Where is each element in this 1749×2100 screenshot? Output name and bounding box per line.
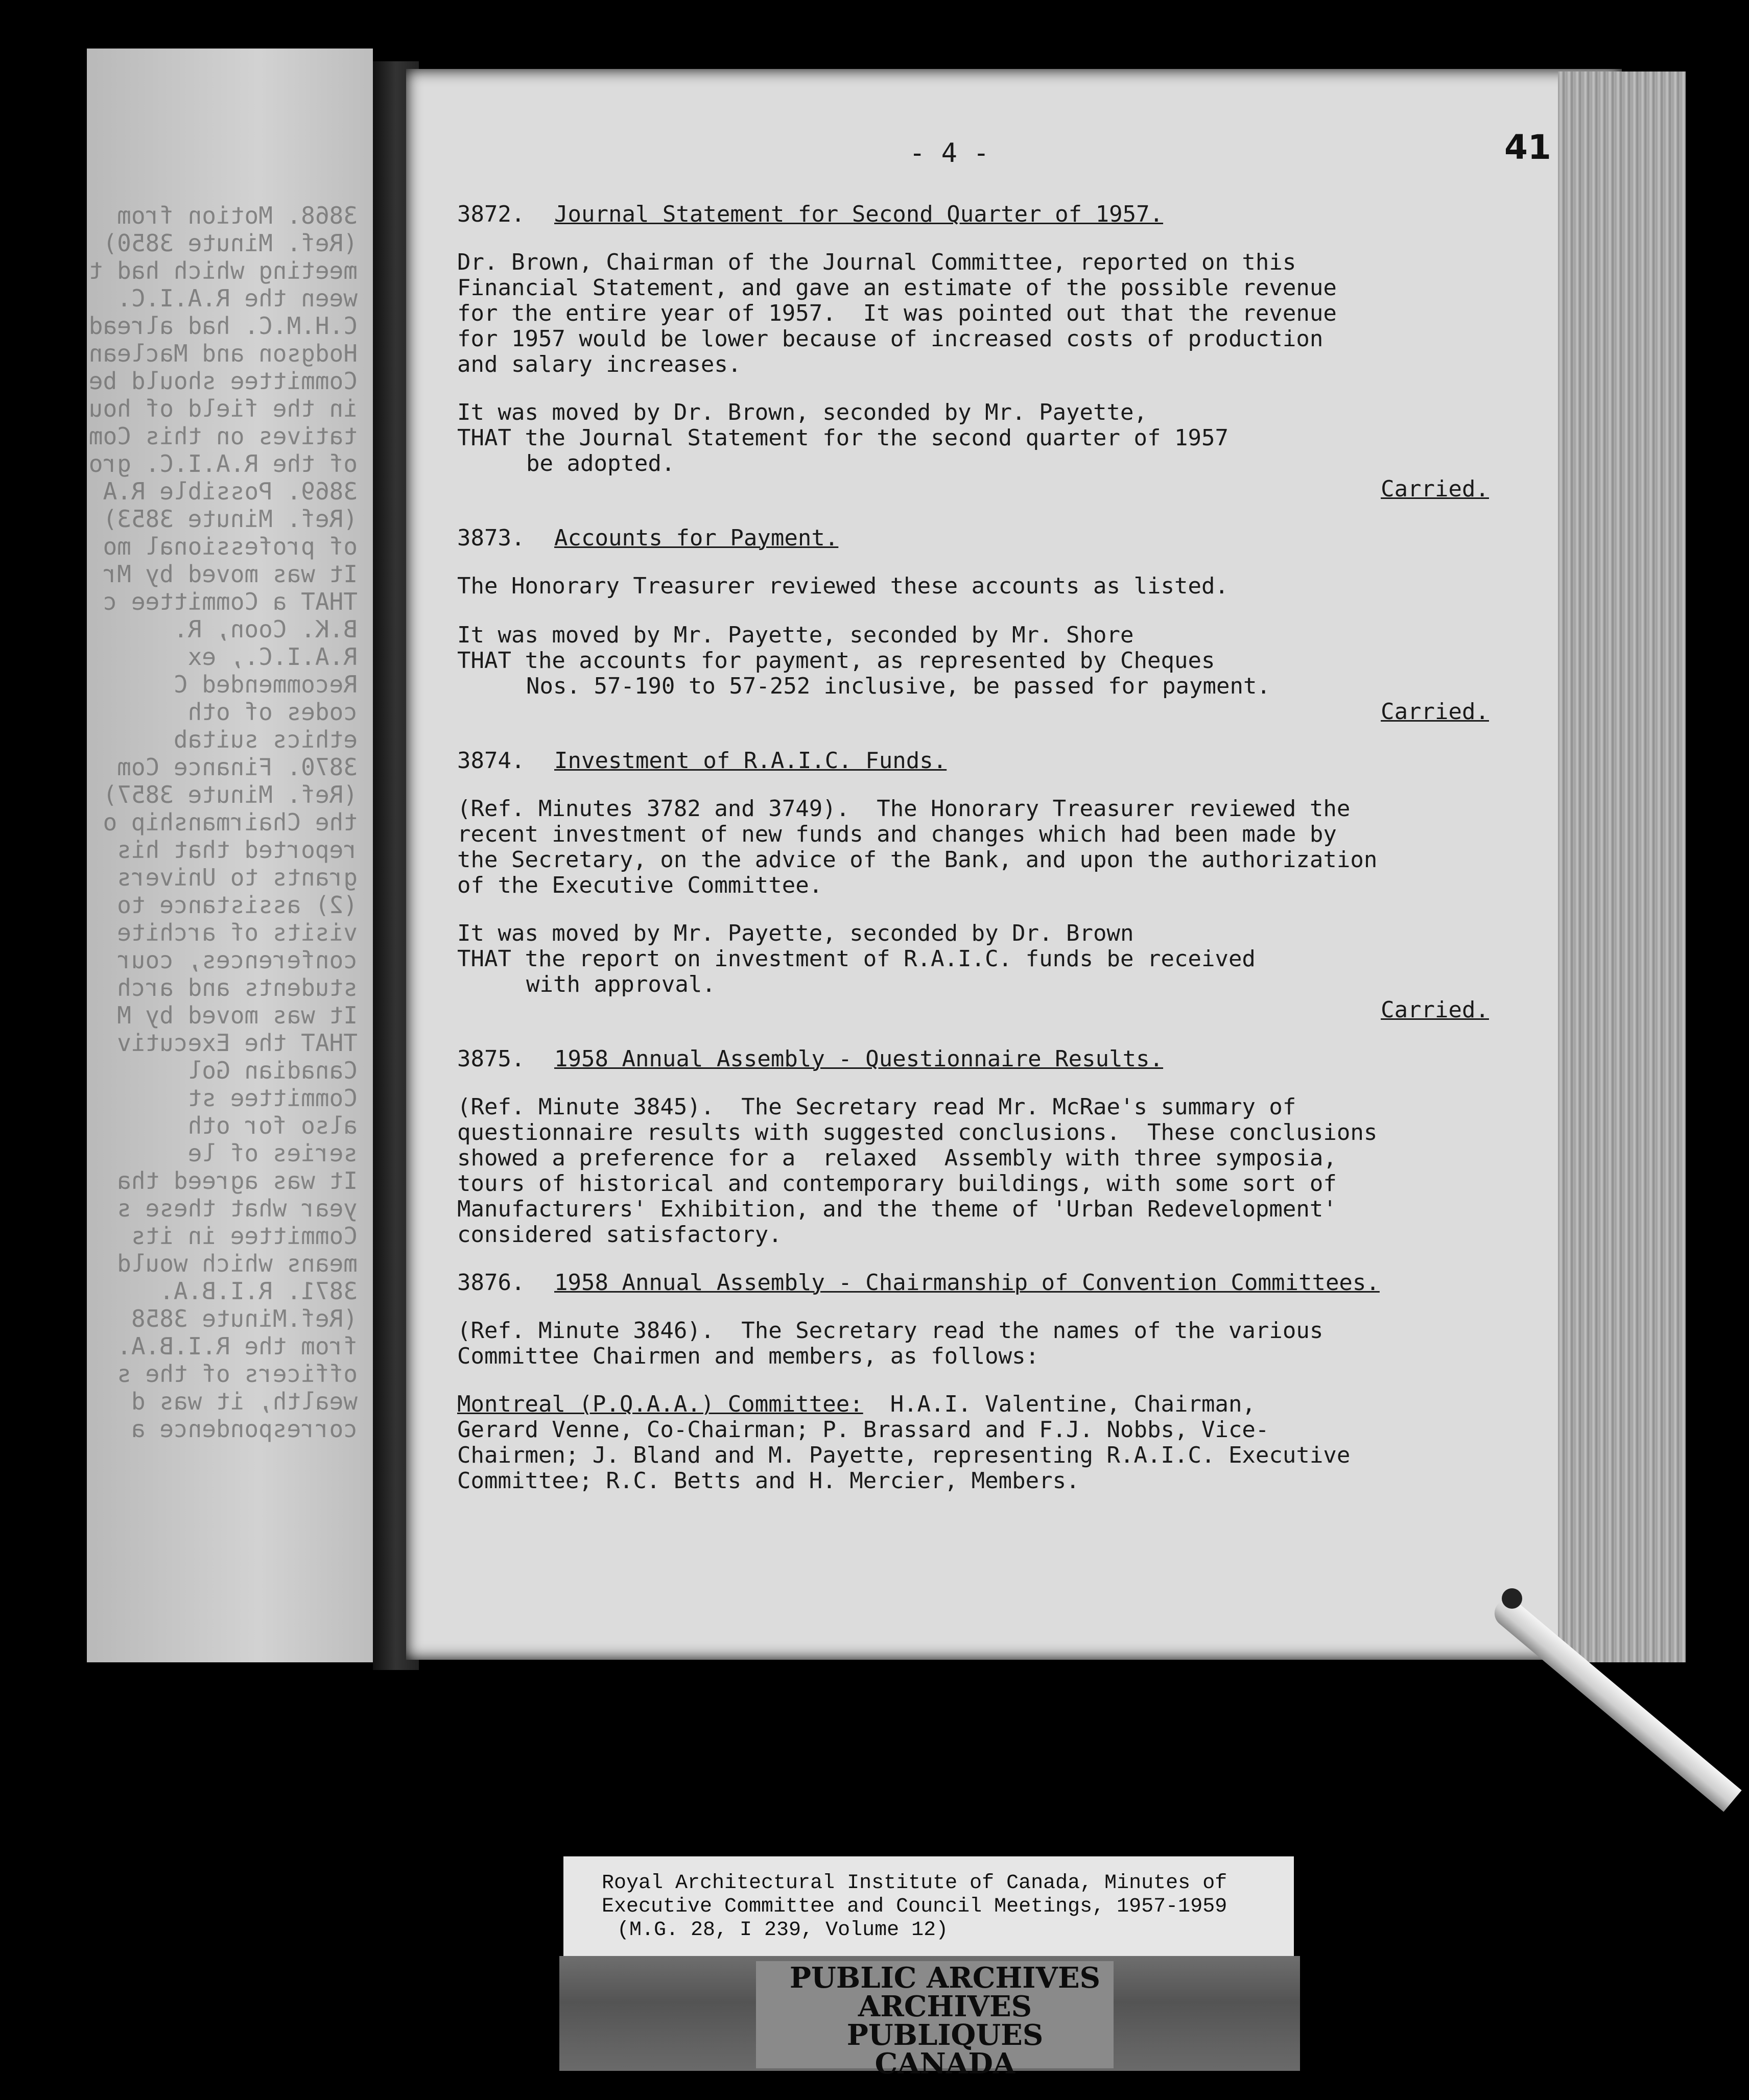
minute-heading: [457, 748, 1489, 774]
motion-line: THAT the report on investment of R.A.I.C. funds be received: [457, 946, 1256, 972]
minute-title: Investment of R.A.I.C. Funds.: [554, 748, 947, 774]
committee-members: H.A.I. Valentine, Chairman, Gerard Venne, Co-Chairman; P. Brassard and F.J. Nobbs, Vice- Chairmen; J. Bland and M. Payette, representing R.A.I.C. Executive Committee; R.C. Betts and H. Mercier, Members.: [457, 1391, 1351, 1494]
stamp-line: PUBLIC ARCHIVES: [789, 1961, 1101, 1995]
facing-page: [87, 49, 373, 1662]
motion: [457, 921, 1489, 997]
minute-item-3876: [457, 1270, 1489, 1494]
minute-paragraph: (Ref. Minute 3846). The Secretary read the names of the various Committee Chairmen and members, as follows:: [457, 1318, 1323, 1369]
committee-listing: [457, 1392, 1489, 1494]
motion: [457, 400, 1489, 476]
minute-number: 3873.: [457, 525, 525, 551]
motion-line: It was moved by Dr. Brown, seconded by Mr. Payette,: [457, 399, 1148, 425]
archive-stamp: [766, 1961, 1124, 2081]
minute-title: Journal Statement for Second Quarter of 1957.: [554, 201, 1164, 227]
minute-heading: [457, 526, 1489, 551]
carried-mark: Carried.: [1381, 699, 1489, 725]
archive-label: [563, 1856, 1294, 1961]
minute-title: 1958 Annual Assembly - Questionnaire Results.: [554, 1046, 1164, 1072]
page-edges: [1558, 71, 1686, 1662]
motion-line: THAT the accounts for payment, as represented by Cheques: [457, 648, 1215, 674]
minute-item-3874: [457, 748, 1489, 1023]
minute-item-3873: [457, 526, 1489, 725]
archive-label-line: Royal Architectural Institute of Canada, Minutes of: [602, 1872, 1227, 1895]
minute-heading: [457, 1270, 1489, 1296]
motion: [457, 623, 1489, 699]
minute-number: 3872.: [457, 201, 525, 227]
bleed-through-text: 3868. Motion from (Ref. Minute 3850) meeting which had t ween the R.A.I.C. C.H.M.C. had alread Hodgson and Maclean Committee should be in the field of hou tatives on this Com of the R.A.I.C. gro 3869. Possible R.A (Ref. Minute 3853) of professional mo It was moved by Mr THAT a Committee c B.K. Coon, R. R.A.I.C., ex Recommended C codes of oth ethics suitab 3870. Finance Com (Ref. Minute 3857) the Chairmanship o reported that his grants to Univers (2) assistance to visits of archite conferences, cour students and arch It was moved by M THAT the Executiv Canadian Gol Committee st also for oth series of le It was agreed tha year what these s Committee in its means which would 3871. R.I.B.A. (Ref.Minute 3858 from the R.I.B.A. officers of the s wealth, it was d correspondence a: [88, 202, 358, 1443]
carried-mark: Carried.: [1381, 997, 1489, 1023]
minute-heading: [457, 202, 1489, 227]
motion-line: with approval.: [526, 971, 716, 997]
minute-paragraph: Dr. Brown, Chairman of the Journal Committee, reported on this Financial Statement, and gave an estimate of the possible revenue for the entire year of 1957. It was pointed out that the revenue for 1957 would be lower because of increased costs of production and salary increases.: [457, 249, 1337, 377]
stamp-line: ARCHIVES PUBLIQUES: [846, 1990, 1044, 2052]
minutes-content: [457, 202, 1489, 1516]
minute-item-3875: [457, 1046, 1489, 1248]
minute-paragraph: The Honorary Treasurer reviewed these accounts as listed.: [457, 573, 1228, 599]
motion-line: Nos. 57-190 to 57-252 inclusive, be passed for payment.: [526, 673, 1270, 699]
minute-title: Accounts for Payment.: [554, 525, 839, 551]
motion-line: It was moved by Mr. Payette, seconded by Dr. Brown: [457, 920, 1134, 946]
archive-label-line: (M.G. 28, I 239, Volume 12): [617, 1919, 949, 1942]
committee-label: Montreal (P.Q.A.A.) Committee:: [457, 1391, 863, 1417]
pointer-tip: [1502, 1588, 1522, 1609]
minute-title: 1958 Annual Assembly - Chairmanship of Convention Committees.: [554, 1270, 1380, 1296]
minute-item-3872: [457, 202, 1489, 502]
stamp-line: CANADA: [874, 2047, 1015, 2081]
carried-mark: Carried.: [1381, 476, 1489, 502]
folio-number: 41: [1504, 128, 1551, 167]
motion-line: It was moved by Mr. Payette, seconded by Mr. Shore: [457, 622, 1134, 648]
minute-heading: [457, 1046, 1489, 1072]
page-number: - 4 -: [909, 138, 989, 169]
minute-number: 3875.: [457, 1046, 525, 1072]
motion-line: THAT the Journal Statement for the second quarter of 1957: [457, 425, 1228, 451]
motion-line: be adopted.: [526, 450, 675, 476]
minute-number: 3874.: [457, 748, 525, 774]
minute-paragraph: (Ref. Minutes 3782 and 3749). The Honorary Treasurer reviewed the recent investment of new funds and changes which had been made by the Secretary, on the advice of the Bank, and upon the authorization of the Executive Committee.: [457, 796, 1378, 898]
minute-number: 3876.: [457, 1270, 525, 1296]
archive-label-line: Executive Committee and Council Meetings, 1957-1959: [602, 1895, 1227, 1918]
minute-paragraph: (Ref. Minute 3845). The Secretary read Mr. McRae's summary of questionnaire results with suggested conclusions. These conclusions showed a preference for a relaxed Assembly with three symposia, tours of historical and contemporary buildings, with some sort of Manufacturers' Exhibition, and the theme of 'Urban Redevelopment' considered satisfactory.: [457, 1094, 1378, 1248]
